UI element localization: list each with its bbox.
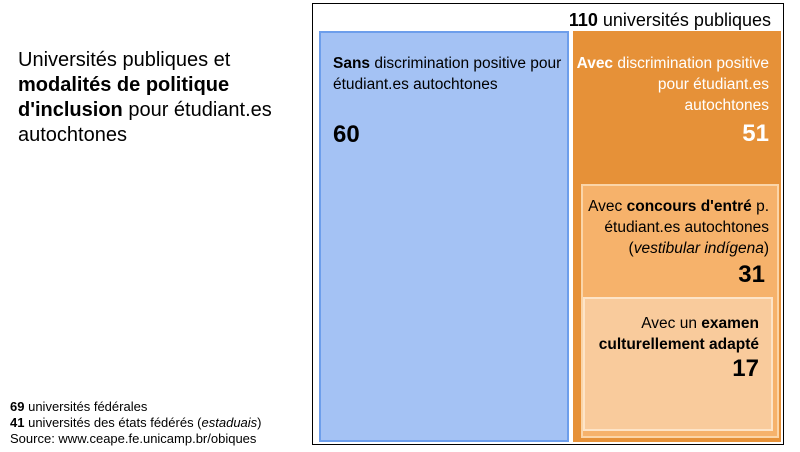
node-examen-label-pre: Avec un	[641, 315, 702, 332]
note-federal-label: universités fédérales	[28, 399, 148, 414]
treemap-node-sans	[319, 31, 569, 442]
node-concours-label	[579, 196, 769, 259]
node-concours-label-bold: concours d'entré	[626, 198, 752, 215]
note-federal	[10, 399, 262, 415]
node-avec-value: 51	[742, 120, 769, 147]
node-sans-label	[333, 53, 563, 95]
node-sans-label-bold: Sans	[333, 55, 371, 72]
node-sans-value: 60	[333, 121, 360, 148]
node-examen-label	[579, 313, 759, 355]
note-state-label: universités des états fédérés (	[28, 415, 202, 430]
node-concours-label-end: )	[763, 240, 769, 257]
note-state-italic: estaduais	[201, 415, 258, 430]
note-federal-count: 69	[10, 399, 25, 414]
footnotes	[10, 399, 262, 447]
note-source: Source: www.ceape.fe.unicamp.br/obiques	[10, 431, 257, 446]
note-state	[10, 415, 262, 431]
title-part3: pour étudiant.es autochtones	[18, 99, 272, 146]
treemap-frame	[312, 3, 784, 445]
node-sans-label-rest: discrimination positive pour étudiant.es autochtones	[333, 55, 562, 93]
note-state-count: 41	[10, 415, 25, 430]
node-concours-label-italic: vestibular indígena	[633, 240, 764, 257]
title-part2: modalités de politique d'inclusion	[18, 74, 230, 121]
total-label	[569, 10, 771, 30]
node-avec-label	[574, 53, 769, 116]
node-examen-value: 17	[732, 355, 759, 382]
node-avec-label-bold: Avec	[576, 55, 614, 72]
node-concours-label-pre: Avec	[588, 198, 627, 215]
node-concours-label-rest: p. étudiant.es autochtones (	[604, 198, 769, 257]
node-avec-label-rest: discrimination positive pour étudiant.es autochtones	[613, 55, 769, 114]
node-examen-label-bold: examen culturellement adapté	[598, 315, 759, 353]
treemap-node-examen	[583, 297, 773, 431]
chart-title	[18, 48, 298, 148]
note-state-end: )	[257, 415, 262, 430]
total-text: universités publiques	[602, 10, 771, 30]
node-concours-value: 31	[738, 261, 765, 288]
total-value: 110	[568, 10, 598, 30]
title-part1: Universités publiques et	[18, 49, 231, 71]
